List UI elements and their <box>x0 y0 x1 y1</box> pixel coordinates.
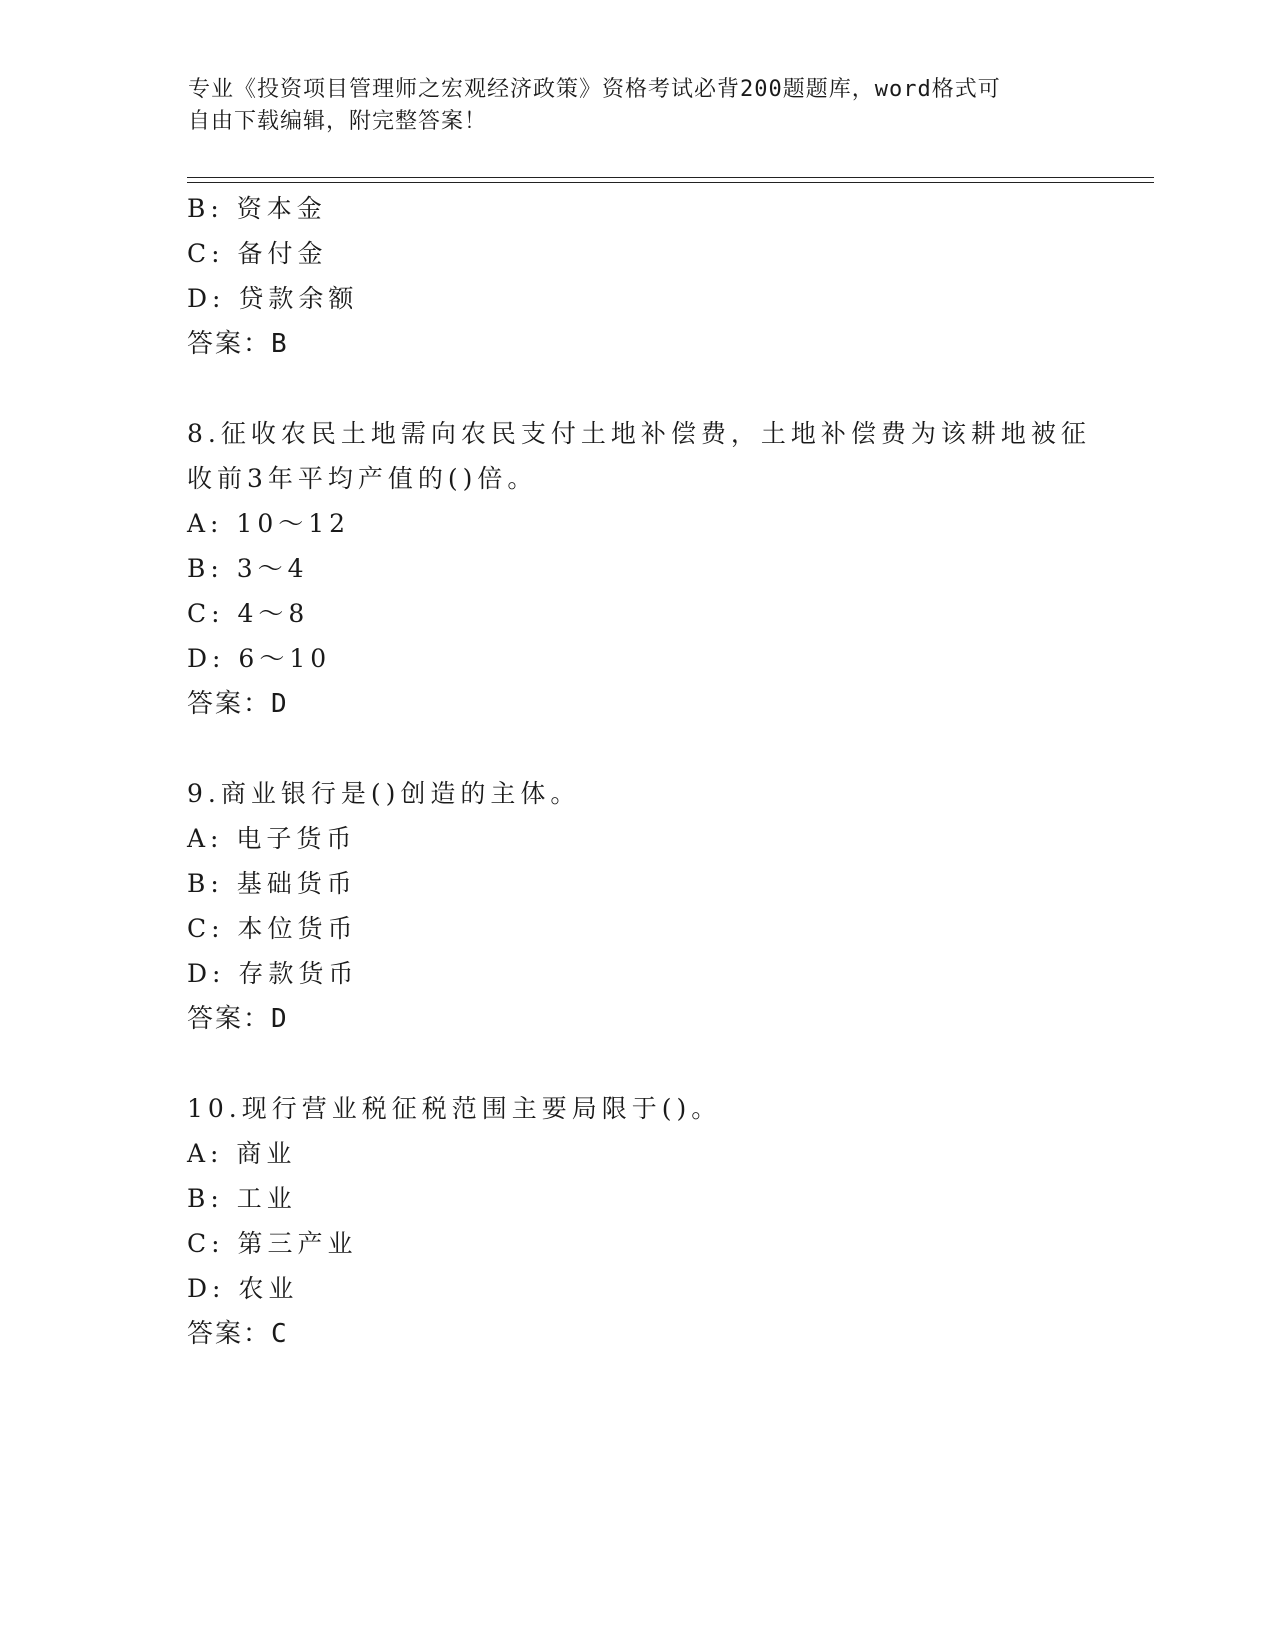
option-d: D: 贷款余额 <box>187 284 359 313</box>
header-line-1: 专业《投资项目管理师之宏观经济政策》资格考试必背200题题库，word格式可 <box>188 77 1001 102</box>
question-9-option-a: A: 电子货币 <box>187 824 357 853</box>
question-9-stem: 9.商业银行是()创造的主体。 <box>187 779 581 808</box>
question-8-option-a: A: 10～12 <box>187 509 351 538</box>
header-line-2: 自由下载编辑，附完整答案！ <box>188 109 488 134</box>
answer: 答案：B <box>187 329 289 359</box>
option-c: C: 备付金 <box>187 239 328 268</box>
question-9-answer: 答案：D <box>187 1004 289 1034</box>
question-8-option-d: D: 6～10 <box>187 644 332 673</box>
question-10-option-c: C: 第三产业 <box>187 1229 358 1258</box>
header-divider-bottom <box>187 182 1154 183</box>
question-8-option-c: C: 4～8 <box>187 599 310 628</box>
header-divider-top <box>187 177 1154 178</box>
question-10-option-d: D: 农业 <box>187 1274 299 1303</box>
document-header <box>188 74 1088 138</box>
option-b: B: 资本金 <box>187 194 327 223</box>
question-9-option-b: B: 基础货币 <box>187 869 357 898</box>
question-8-option-b: B: 3～4 <box>187 554 309 583</box>
question-9-option-c: C: 本位货币 <box>187 914 358 943</box>
question-10-option-b: B: 工业 <box>187 1184 297 1213</box>
question-8-stem-line-2: 收前3年平均产值的()倍。 <box>187 464 538 493</box>
question-9-option-d: D: 存款货币 <box>187 959 359 988</box>
question-8-stem-line-1: 8.征收农民土地需向农民支付土地补偿费，土地补偿费为该耕地被征 <box>187 419 1091 448</box>
question-10-option-a: A: 商业 <box>187 1139 297 1168</box>
question-10-answer: 答案：C <box>187 1319 289 1349</box>
question-8-answer: 答案：D <box>187 689 289 719</box>
question-10-stem: 10.现行营业税征税范围主要局限于()。 <box>187 1094 722 1123</box>
